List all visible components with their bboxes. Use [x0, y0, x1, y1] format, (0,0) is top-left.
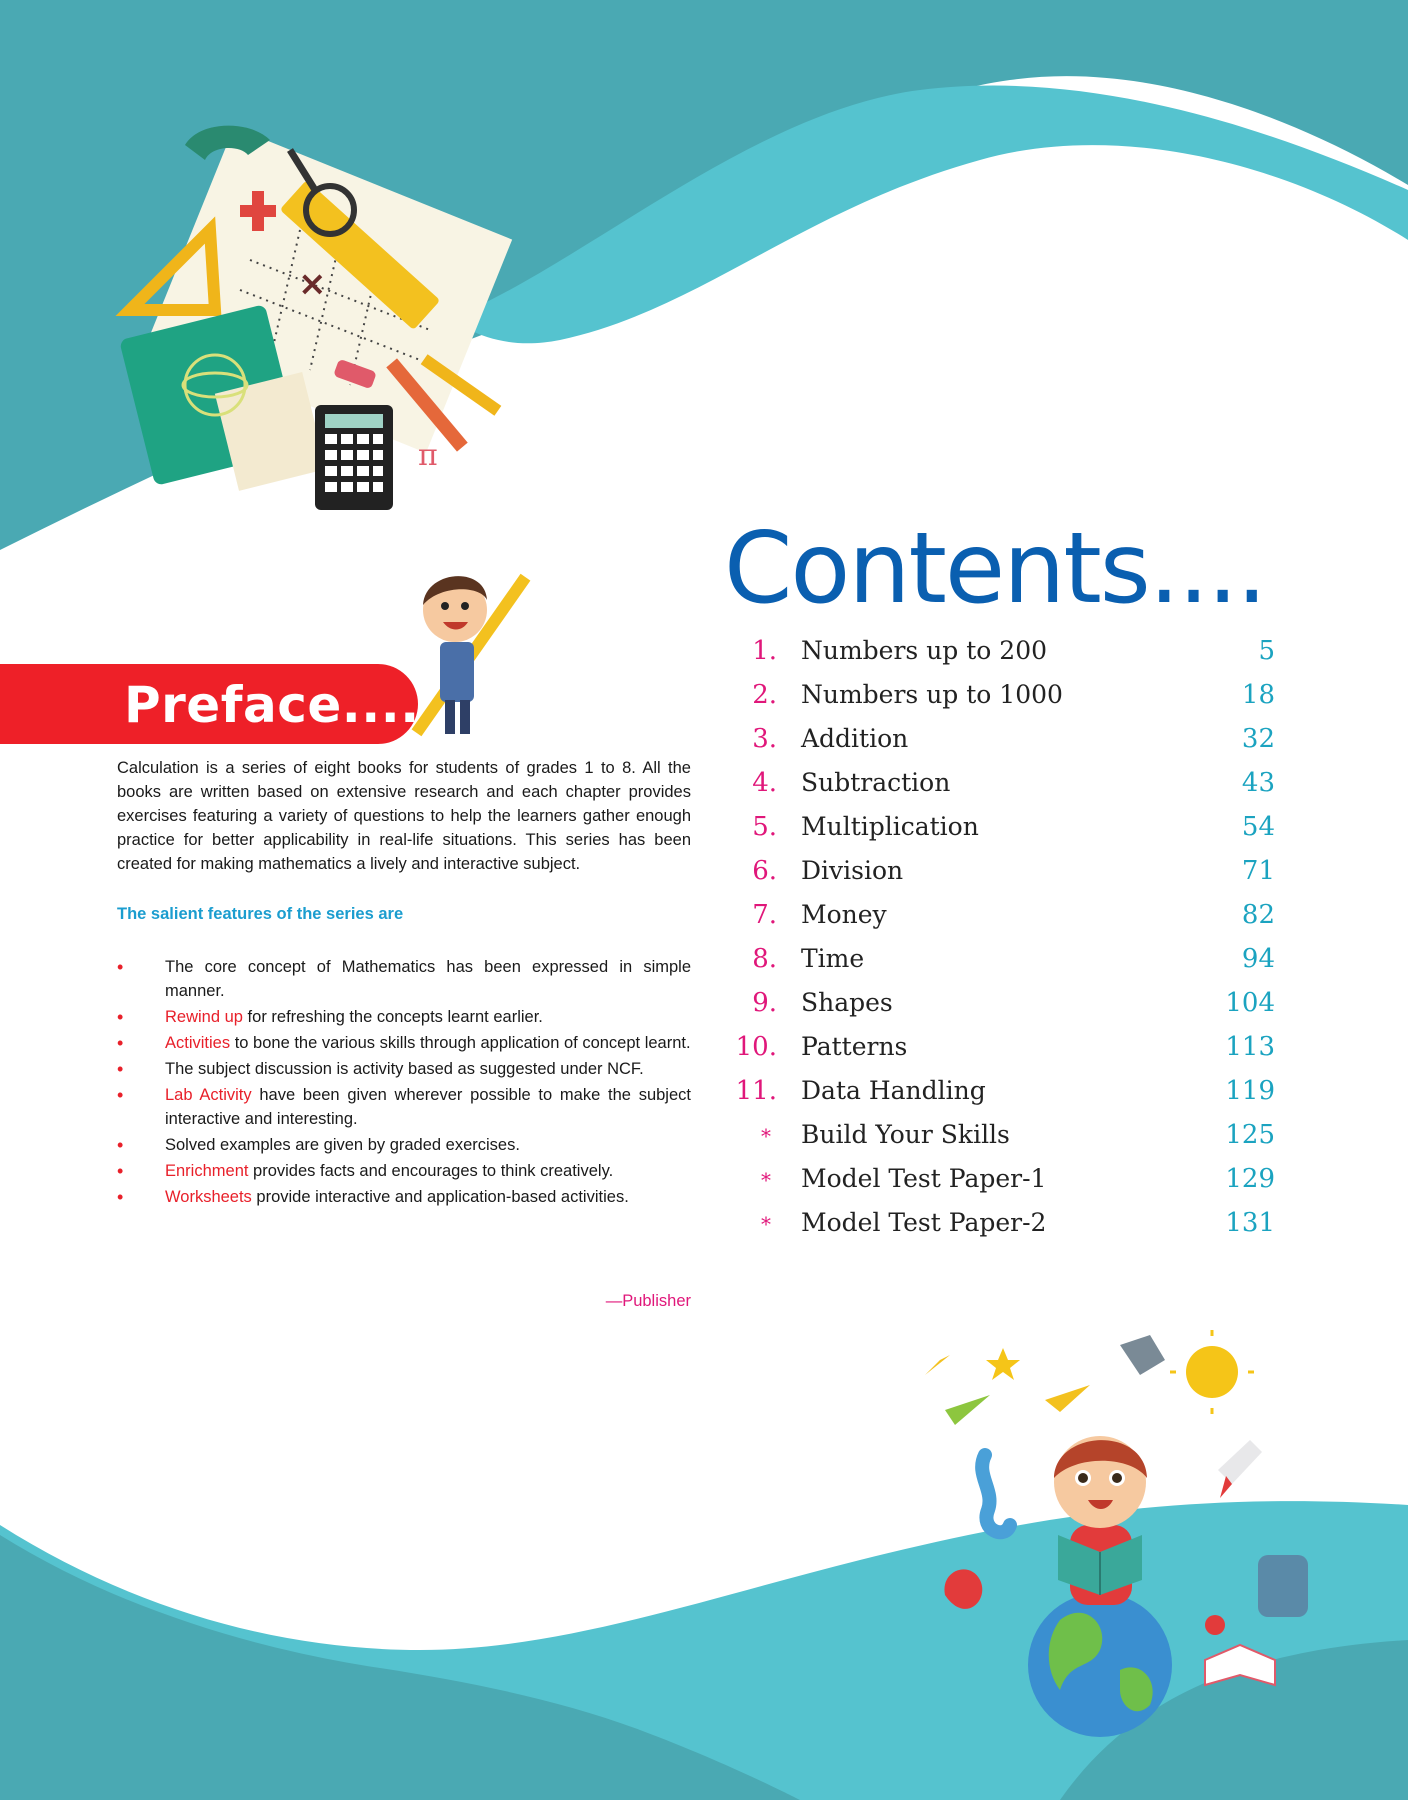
toc-number: 5.	[752, 812, 777, 842]
toc-page: 54	[1241, 812, 1275, 842]
boy-with-pencil-illustration	[412, 574, 531, 737]
toc-number: 11.	[735, 1076, 777, 1106]
toc-page: 5	[1258, 636, 1275, 666]
toc-star: *	[761, 1168, 771, 1192]
toc-star: *	[761, 1124, 771, 1148]
list-item	[117, 1159, 691, 1183]
toc-title: Model Test Paper-2	[801, 1208, 1047, 1237]
toc-page: 94	[1241, 944, 1275, 974]
feature-highlight: Enrichment	[165, 1162, 249, 1180]
toc-row[interactable]	[730, 676, 1275, 720]
toc-row[interactable]	[730, 896, 1275, 940]
feature-text: The subject discussion is activity based as suggested under NCF.	[165, 1060, 644, 1078]
toc-star: *	[761, 1212, 771, 1236]
toc-number: 9.	[752, 988, 777, 1018]
toc-title: Shapes	[801, 988, 893, 1017]
list-item	[117, 1185, 691, 1209]
toc-row[interactable]	[730, 632, 1275, 676]
toc-row[interactable]	[730, 808, 1275, 852]
feature-text: Solved examples are given by graded exercises.	[165, 1136, 520, 1154]
bullet-icon: •	[117, 957, 124, 977]
toc-title: Numbers up to 1000	[801, 680, 1063, 709]
feature-highlight: Lab Activity	[165, 1086, 252, 1104]
preface-intro: Calculation is a series of eight books for students of grades 1 to 8. All the books are written based on extensive research and each chapter provides exercises featuring a variety of questions to help the learners gather enough practice for better applicability in real-life situations. This series has been created for making mathematics a lively and interactive subject.	[117, 759, 691, 873]
bullet-icon: •	[117, 1187, 124, 1207]
list-item	[117, 1057, 691, 1081]
toc-row[interactable]	[730, 1028, 1275, 1072]
toc-page: 125	[1225, 1120, 1275, 1150]
toc-row[interactable]	[730, 940, 1275, 984]
toc-title: Division	[801, 856, 904, 885]
bullet-icon: •	[117, 1059, 124, 1079]
toc-title: Build Your Skills	[801, 1120, 1010, 1149]
feature-highlight: Worksheets	[165, 1188, 252, 1206]
feature-text: provide interactive and application-based activities.	[251, 1188, 629, 1206]
toc-number: 6.	[752, 856, 777, 886]
toc-number: 4.	[752, 768, 777, 798]
toc-title: Numbers up to 200	[801, 636, 1048, 665]
toc-number: 3.	[752, 724, 777, 754]
toc-page: 113	[1225, 1032, 1275, 1062]
toc-title: Money	[801, 900, 887, 929]
list-item	[117, 1133, 691, 1157]
bullet-icon: •	[117, 1085, 124, 1105]
toc-row[interactable]	[730, 1160, 1275, 1204]
toc-number: 7.	[752, 900, 777, 930]
toc-title: Patterns	[801, 1032, 908, 1061]
feature-highlight: Activities	[165, 1034, 231, 1052]
list-item	[117, 1005, 691, 1029]
toc-page: 18	[1241, 680, 1275, 710]
toc-page: 129	[1225, 1164, 1275, 1194]
list-item	[117, 955, 691, 1003]
toc-row[interactable]	[730, 720, 1275, 764]
toc-number: 8.	[752, 944, 777, 974]
table-of-contents	[730, 632, 1275, 1248]
features-list	[117, 955, 691, 1211]
toc-title: Multiplication	[801, 812, 979, 841]
toc-row[interactable]	[730, 764, 1275, 808]
toc-title: Data Handling	[801, 1076, 986, 1105]
publisher-signature: —Publisher	[605, 1292, 691, 1310]
contents-title: Contents....	[724, 512, 1266, 626]
toc-page: 82	[1241, 900, 1275, 930]
toc-title: Addition	[801, 724, 909, 753]
toc-title: Time	[801, 944, 865, 973]
feature-text: provides facts and encourages to think creatively.	[248, 1162, 614, 1180]
toc-page: 104	[1225, 988, 1275, 1018]
list-item	[117, 1031, 691, 1055]
toc-row[interactable]	[730, 984, 1275, 1028]
toc-number: 2.	[752, 680, 777, 710]
feature-text: have been given wherever possible to make the subject interactive and interesting.	[165, 1086, 691, 1128]
bullet-icon: •	[117, 1007, 124, 1027]
features-heading: The salient features of the series are	[117, 905, 404, 923]
feature-text: for refreshing the concepts learnt earlier.	[242, 1008, 543, 1026]
feature-text: The core concept of Mathematics has been expressed in simple manner.	[165, 958, 691, 1000]
toc-number: 1.	[752, 636, 777, 666]
toc-page: 71	[1241, 856, 1275, 886]
feature-highlight: Rewind up	[165, 1008, 243, 1026]
toc-row[interactable]	[730, 1116, 1275, 1160]
feature-text: to bone the various skills through application of concept learnt.	[230, 1034, 691, 1052]
list-item	[117, 1083, 691, 1131]
toc-row[interactable]	[730, 1204, 1275, 1248]
toc-page: 32	[1241, 724, 1275, 754]
toc-page: 119	[1225, 1076, 1275, 1106]
toc-page: 131	[1225, 1208, 1275, 1238]
svg-text:×: ×	[298, 264, 327, 304]
toc-number: 10.	[735, 1032, 777, 1062]
bullet-icon: •	[117, 1161, 124, 1181]
toc-row[interactable]	[730, 1072, 1275, 1116]
toc-page: 43	[1241, 768, 1275, 798]
svg-text:π: π	[418, 438, 438, 473]
bullet-icon: •	[117, 1033, 124, 1053]
toc-title: Model Test Paper-1	[801, 1164, 1047, 1193]
toc-title: Subtraction	[801, 768, 951, 797]
preface-title: Preface....	[124, 676, 420, 734]
bullet-icon: •	[117, 1135, 124, 1155]
toc-row[interactable]	[730, 852, 1275, 896]
